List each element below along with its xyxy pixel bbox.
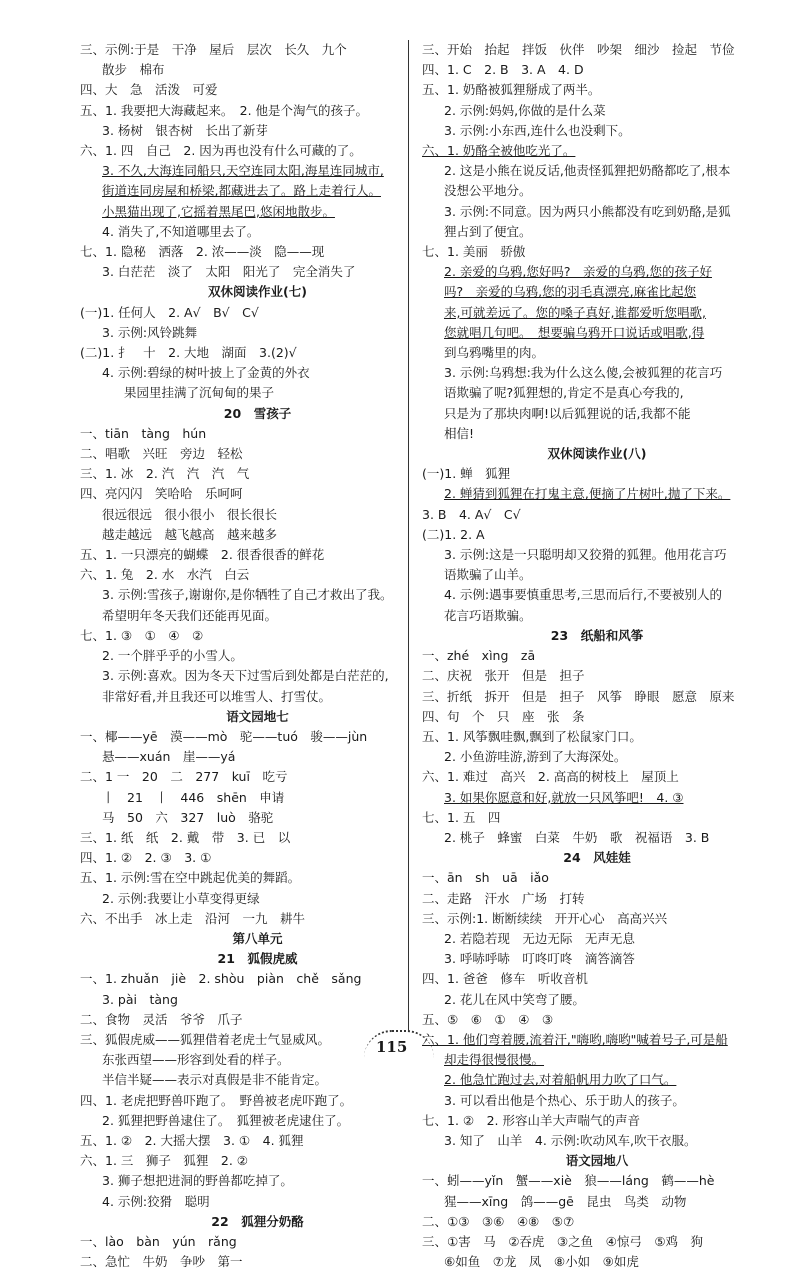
answer-line: 五、1. ② 2. 大摇大摆 3. ① 4. 狐狸: [80, 1132, 304, 1148]
section-heading: 24 风娃娃: [563, 850, 631, 866]
answer-line: 3. 示例:这是一只聪明却又狡猾的狐狸。他用花言巧: [444, 547, 727, 563]
left-column: [80, 40, 435, 1272]
answer-line: 3. B 4. A√ C√: [422, 506, 521, 522]
answer-line: 4. 示例:碧绿的树叶披上了金黄的外衣: [102, 365, 310, 381]
answer-line: (一)1. 任何人 2. A√ B√ C√: [80, 304, 259, 320]
answer-line: 来,可就差远了。您的嗓子真好,谁都爱听您唱歌,: [444, 304, 706, 320]
answer-line: 五、1. 示例:雪在空中跳起优美的舞蹈。: [80, 870, 301, 886]
answer-line: 相信!: [444, 425, 475, 441]
answer-line: 悬——xuán 崖——yá: [102, 749, 236, 765]
answer-line: 一、椰——yē 漠——mò 驼——tuó 骏——jùn: [80, 728, 368, 744]
answer-line: 二、急忙 牛奶 争吵 第一: [80, 1254, 243, 1270]
answer-line: 3. 示例:风铃跳舞: [102, 324, 198, 340]
answer-line: 3. 可以看出他是个热心、乐于助人的孩子。: [444, 1092, 685, 1108]
answer-line: 五、⑤ ⑥ ① ④ ③: [422, 1011, 554, 1027]
answer-line: 没想公平地分。: [444, 183, 532, 199]
answer-line: 2. 示例:妈妈,你做的是什么菜: [444, 102, 606, 118]
answer-line: (一)1. 蝉 狐狸: [422, 466, 511, 482]
section-heading: 20 雪孩子: [223, 405, 292, 421]
answer-line: 一、蚓——yǐn 蟹——xiè 狼——láng 鹤——hè: [422, 1173, 715, 1189]
answer-line: 却走得很慢很慢。: [444, 1052, 545, 1068]
answer-line: 六、1. 三 狮子 狐狸 2. ②: [80, 1153, 249, 1169]
section-heading: 23 纸船和风筝: [550, 627, 644, 643]
answer-line: 语欺骗了山羊。: [444, 567, 532, 583]
answer-line: 六、1. 四 自己 2. 因为再也没有什么可藏的了。: [80, 143, 362, 159]
answer-line: (二)1. 2. A: [422, 526, 485, 542]
answer-line: 只是为了那块肉啊!以后狐狸说的话,我都不能: [444, 405, 691, 421]
answer-line: 希望明年冬天我们还能再见面。: [102, 607, 278, 623]
answer-line: 2. 一个胖乎乎的小雪人。: [102, 648, 243, 664]
answer-line: 三、1. 纸 纸 2. 戴 带 3. 已 以: [80, 829, 291, 845]
answer-line: 五、1. 奶酪被狐狸掰成了两半。: [422, 82, 601, 98]
section-heading: 22 狐狸分奶酪: [211, 1213, 304, 1229]
section-heading: 语文园地七: [226, 708, 289, 724]
section-heading: 双休阅读作业(八): [547, 446, 647, 462]
answer-line: 三、示例:于是 干净 屋后 层次 长久 九个: [80, 42, 347, 57]
answer-line: 马 50 六 327 luò 骆驼: [102, 809, 274, 825]
answer-line: 狸占到了便宜。: [444, 223, 532, 239]
answer-line: 吗? 亲爱的乌鸦,您的羽毛真漂亮,麻雀比起您: [444, 284, 697, 300]
answer-line: 三、1. 冰 2. 汽 汽 汽 气: [80, 466, 250, 482]
answer-line: 花言巧语欺骗。: [444, 607, 532, 623]
answer-line: 一、zhé xìng zā: [422, 648, 536, 664]
answer-line: 六、1. 难过 高兴 2. 高高的树枝上 屋顶上: [422, 769, 679, 785]
answer-line: 一、lào bàn yún rǎng: [80, 1233, 237, 1249]
answer-line: 七、1. 隐秘 洒落 2. 浓——淡 隐——现: [80, 244, 325, 260]
answer-line: 二、走路 汗水 广场 打转: [422, 890, 585, 906]
answer-line: 二、①③ ③⑥ ④⑧ ⑤⑦: [422, 1213, 575, 1229]
answer-line: 东张西望——形容到处看的样子。: [102, 1052, 290, 1068]
answer-line: 2. 桃子 蜂蜜 白菜 牛奶 歌 祝福语 3. B: [444, 829, 710, 845]
answer-line: 丨 21 丨 446 shēn 申请: [102, 789, 285, 805]
answer-line: 四、1. 老虎把野兽吓跑了。 野兽被老虎吓跑了。: [80, 1092, 353, 1108]
answer-line: 3. 知了 山羊 4. 示例:吹动风车,吹干衣服。: [444, 1132, 697, 1148]
page-number: 115: [376, 1038, 408, 1056]
answer-line: 2. 这是小熊在说反话,他责怪狐狸把奶酪都吃了,根本: [444, 163, 731, 179]
answer-line: 2. 若隐若现 无边无际 无声无息: [444, 930, 635, 946]
section-heading: 双休阅读作业(七): [208, 284, 307, 300]
answer-line: 您就唱几句吧。 想要骗乌鸦开口说话或唱歌,得: [444, 324, 705, 340]
answer-line: 四、1. ② 2. ③ 3. ①: [80, 850, 212, 866]
answer-line: 三、开始 抬起 拌饭 伙伴 吵架 细沙 捡起 节俭: [422, 42, 735, 57]
answer-line: 七、1. 美丽 骄傲: [422, 244, 526, 260]
answer-line: 二、庆祝 张开 但是 担子: [422, 668, 585, 684]
answer-line: 五、1. 风筝飘哇飘,飘到了松鼠家门口。: [422, 728, 642, 744]
answer-line: 3. 杨树 银杏树 长出了新芽: [102, 122, 268, 138]
answer-line: 五、1. 一只漂亮的蝴蝶 2. 很香很香的鲜花: [80, 547, 325, 563]
answer-line: 果园里挂满了沉甸甸的果子: [124, 385, 275, 401]
answer-line: 3. 示例:喜欢。因为冬天下过雪后到处都是白茫茫的,: [102, 668, 389, 684]
answer-line: 4. 示例:遇事要慎重思考,三思而后行,不要被别人的: [444, 587, 723, 603]
answer-line: 二、1 一 20 二 277 kuī 吃亏: [80, 769, 288, 785]
answer-line: 三、狐假虎威——狐狸借着老虎士气显威风。: [80, 1031, 331, 1047]
answer-line: 3. 示例:乌鸦想:我为什么这么傻,会被狐狸的花言巧: [444, 365, 723, 381]
section-heading: 语文园地八: [565, 1153, 629, 1169]
answer-line: 3. 示例:不同意。因为两只小熊都没有吃到奶酪,是狐: [444, 203, 731, 219]
column-divider: [408, 40, 409, 1032]
answer-line: (二)1. 扌 十 2. 大地 湖面 3.(2)√: [80, 345, 297, 361]
answer-line: 一、1. zhuǎn jiè 2. shòu piàn chě sǎng: [80, 971, 362, 987]
answer-line: 非常好看,并且我还可以堆雪人、打雪仗。: [102, 688, 331, 704]
answer-line: 很远很远 很小很小 很长很长: [102, 506, 278, 522]
answer-line: 六、1. 他们弯着腰,流着汗,"嗨哟,嗨哟"喊着号子,可是船: [422, 1031, 728, 1047]
answer-line: 2. 示例:我要让小草变得更绿: [102, 890, 260, 906]
answer-line: 2. 狐狸把野兽逮住了。 狐狸被老虎逮住了。: [102, 1112, 350, 1128]
section-heading: 第八单元: [232, 930, 283, 946]
answer-line: ⑥如鱼 ⑦龙 凤 ⑧小如 ⑨如虎: [444, 1254, 639, 1270]
answer-line: 2. 亲爱的乌鸦,您好吗? 亲爱的乌鸦,您的孩子好: [444, 264, 712, 280]
answer-line: 六、1. 奶酪全被他吃光了。: [422, 143, 576, 159]
answer-line: 3. 白茫茫 淡了 太阳 阳光了 完全消失了: [102, 264, 356, 280]
answer-line: 3. 示例:雪孩子,谢谢你,是你牺牲了自己才救出了我。: [102, 587, 393, 603]
answer-line: 4. 消失了,不知道哪里去了。: [102, 223, 260, 239]
answer-line: 街道连同房屋和桥梁,都藏进去了。路上走着行人。: [102, 183, 381, 199]
answer-line: 语欺骗了呢?狐狸想的,肯定不是真心夸我的,: [444, 385, 684, 401]
answer-line: 3. 呼哧呼哧 叮咚叮咚 滴答滴答: [444, 951, 635, 967]
answer-line: 四、亮闪闪 笑哈哈 乐呵呵: [80, 486, 243, 502]
answer-line: 散步 棉布: [102, 62, 165, 78]
answer-line: 三、示例:1. 断断续续 开开心心 高高兴兴: [422, 910, 668, 926]
answer-line: 猩——xīng 鸽——gē 昆虫 鸟类 动物: [444, 1193, 687, 1209]
answer-line: 半信半疑——表示对真假是非不能肯定。: [102, 1072, 328, 1088]
answer-line: 四、大 急 活泼 可爱: [80, 82, 218, 98]
answer-line: 4. 示例:狡猾 聪明: [102, 1193, 210, 1209]
section-heading: 21 狐假虎威: [217, 951, 298, 967]
answer-line: 小黑猫出现了,它摇着黑尾巴,悠闲地散步。: [102, 203, 335, 219]
answer-line: 3. 示例:小东西,连什么也没剩下。: [444, 122, 631, 138]
answer-line: 四、1. C 2. B 3. A 4. D: [422, 62, 584, 78]
answer-line: 2. 蝉猜到狐狸在打鬼主意,便摘了片树叶,抛了下来。: [444, 486, 731, 502]
answer-line: 七、1. ② 2. 形容山羊大声喘气的声音: [422, 1112, 641, 1128]
right-column: [422, 40, 772, 1272]
answer-line: 3. 不久,大海连同船只,天空连同太阳,海星连同城市,: [102, 163, 384, 179]
answer-line: 3. pài tàng: [102, 991, 178, 1007]
answer-line: 3. 如果你愿意和好,就放一只风筝吧! 4. ③: [444, 789, 684, 805]
answer-line: 一、ān sh uā iǎo: [422, 870, 549, 886]
answer-line: 2. 他急忙跑过去,对着船帆用力吹了口气。: [444, 1072, 677, 1088]
answer-line: 六、不出手 冰上走 沿河 一九 耕牛: [80, 910, 306, 926]
answer-line: 四、1. 爸爸 修车 听收音机: [422, 971, 588, 987]
answer-line: 四、句 个 只 座 张 条: [422, 708, 585, 724]
answer-line: 六、1. 兔 2. 水 水汽 白云: [80, 567, 250, 583]
answer-line: 二、唱歌 兴旺 旁边 轻松: [80, 446, 243, 462]
answer-line: 三、①害 马 ②吞虎 ③之鱼 ④惊弓 ⑤鸡 狗: [422, 1233, 704, 1249]
answer-line: 3. 狮子想把进洞的野兽都吃掉了。: [102, 1173, 293, 1189]
answer-line: 2. 小鱼游哇游,游到了大海深处。: [444, 749, 627, 765]
answer-line: 到乌鸦嘴里的肉。: [444, 345, 545, 361]
answer-line: 2. 花儿在风中笑弯了腰。: [444, 991, 585, 1007]
answer-line: 二、食物 灵活 爷爷 爪子: [80, 1011, 243, 1027]
answer-line: 七、1. 五 四: [422, 809, 501, 825]
answer-line: 越走越远 越飞越高 越来越多: [102, 526, 278, 542]
answer-line: 五、1. 我要把大海藏起来。 2. 他是个淘气的孩子。: [80, 102, 369, 118]
answer-line: 一、tiān tàng hún: [80, 425, 207, 441]
answer-line: 七、1. ③ ① ④ ②: [80, 627, 204, 643]
answer-line: 三、折纸 拆开 但是 担子 风筝 睁眼 愿意 原来: [422, 688, 735, 704]
